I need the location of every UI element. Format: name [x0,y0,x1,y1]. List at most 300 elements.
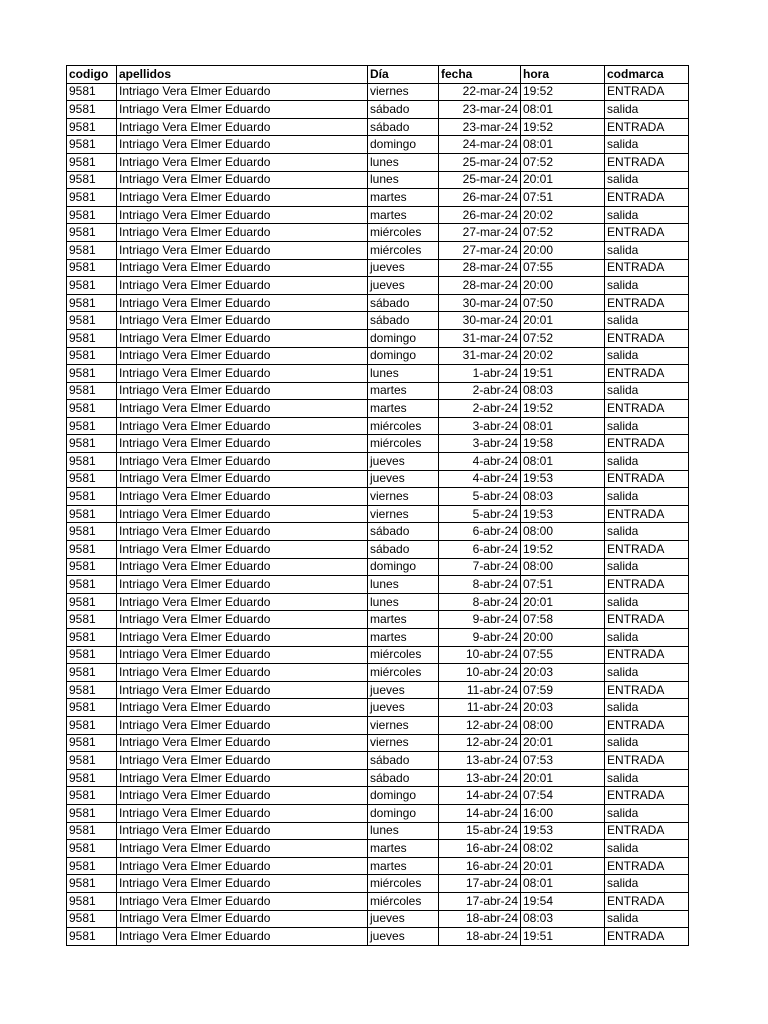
cell-codmarca: salida [605,206,689,224]
cell-apellidos: Intriago Vera Elmer Eduardo [117,875,368,893]
cell-codmarca: salida [605,910,689,928]
table-row [67,857,689,875]
table-row [67,681,689,699]
cell-apellidos: Intriago Vera Elmer Eduardo [117,118,368,136]
table-row [67,101,689,119]
cell-apellidos: Intriago Vera Elmer Eduardo [117,259,368,277]
table-row [67,804,689,822]
cell-apellidos: Intriago Vera Elmer Eduardo [117,716,368,734]
cell-dia: lunes [368,593,439,611]
cell-hora: 08:01 [521,417,605,435]
cell-fecha: 27-mar-24 [439,241,521,259]
cell-apellidos: Intriago Vera Elmer Eduardo [117,541,368,559]
attendance-table [66,65,689,946]
cell-hora: 08:01 [521,101,605,119]
cell-codmarca: ENTRADA [605,611,689,629]
cell-codmarca: ENTRADA [605,400,689,418]
cell-dia: viernes [368,734,439,752]
cell-codigo: 9581 [67,470,117,488]
cell-apellidos: Intriago Vera Elmer Eduardo [117,417,368,435]
cell-codigo: 9581 [67,593,117,611]
table-row [67,189,689,207]
cell-fecha: 25-mar-24 [439,171,521,189]
cell-dia: domingo [368,136,439,154]
cell-codigo: 9581 [67,576,117,594]
table-row [67,734,689,752]
cell-apellidos: Intriago Vera Elmer Eduardo [117,488,368,506]
cell-hora: 07:50 [521,294,605,312]
cell-dia: miércoles [368,646,439,664]
cell-codmarca: salida [605,488,689,506]
cell-codmarca: ENTRADA [605,892,689,910]
table-row [67,892,689,910]
cell-codigo: 9581 [67,329,117,347]
cell-fecha: 28-mar-24 [439,259,521,277]
cell-fecha: 14-abr-24 [439,787,521,805]
cell-fecha: 5-abr-24 [439,505,521,523]
cell-codmarca: ENTRADA [605,118,689,136]
cell-hora: 19:52 [521,541,605,559]
cell-codigo: 9581 [67,558,117,576]
cell-apellidos: Intriago Vera Elmer Eduardo [117,928,368,946]
cell-codmarca: salida [605,804,689,822]
cell-dia: sábado [368,118,439,136]
cell-codmarca: ENTRADA [605,224,689,242]
cell-codigo: 9581 [67,752,117,770]
cell-apellidos: Intriago Vera Elmer Eduardo [117,382,368,400]
cell-codmarca: ENTRADA [605,928,689,946]
cell-codigo: 9581 [67,875,117,893]
table-row [67,312,689,330]
cell-fecha: 3-abr-24 [439,435,521,453]
cell-codigo: 9581 [67,769,117,787]
cell-apellidos: Intriago Vera Elmer Eduardo [117,347,368,365]
cell-fecha: 2-abr-24 [439,400,521,418]
table-row [67,576,689,594]
cell-codmarca: salida [605,875,689,893]
cell-hora: 07:52 [521,224,605,242]
table-row [67,277,689,295]
cell-fecha: 8-abr-24 [439,576,521,594]
cell-fecha: 6-abr-24 [439,541,521,559]
cell-fecha: 11-abr-24 [439,681,521,699]
table-row [67,646,689,664]
cell-fecha: 16-abr-24 [439,857,521,875]
table-row [67,593,689,611]
cell-hora: 20:01 [521,171,605,189]
cell-hora: 19:53 [521,822,605,840]
cell-dia: jueves [368,681,439,699]
cell-fecha: 23-mar-24 [439,118,521,136]
header-row [67,66,689,84]
cell-codigo: 9581 [67,646,117,664]
cell-codigo: 9581 [67,435,117,453]
cell-apellidos: Intriago Vera Elmer Eduardo [117,910,368,928]
cell-hora: 08:00 [521,523,605,541]
cell-apellidos: Intriago Vera Elmer Eduardo [117,664,368,682]
cell-apellidos: Intriago Vera Elmer Eduardo [117,400,368,418]
cell-dia: sábado [368,294,439,312]
cell-hora: 16:00 [521,804,605,822]
cell-codigo: 9581 [67,312,117,330]
cell-codmarca: salida [605,629,689,647]
cell-fecha: 16-abr-24 [439,840,521,858]
cell-fecha: 8-abr-24 [439,593,521,611]
cell-codmarca: salida [605,417,689,435]
cell-codmarca: ENTRADA [605,681,689,699]
header-apellidos: apellidos [117,66,368,84]
cell-hora: 20:00 [521,629,605,647]
cell-dia: domingo [368,558,439,576]
cell-fecha: 10-abr-24 [439,664,521,682]
cell-hora: 08:03 [521,488,605,506]
cell-codmarca: ENTRADA [605,857,689,875]
cell-dia: jueves [368,453,439,471]
cell-dia: martes [368,189,439,207]
cell-dia: jueves [368,699,439,717]
cell-codigo: 9581 [67,365,117,383]
cell-apellidos: Intriago Vera Elmer Eduardo [117,558,368,576]
cell-codmarca: salida [605,382,689,400]
cell-hora: 19:52 [521,400,605,418]
cell-fecha: 5-abr-24 [439,488,521,506]
cell-fecha: 12-abr-24 [439,716,521,734]
cell-fecha: 25-mar-24 [439,153,521,171]
cell-dia: lunes [368,153,439,171]
cell-apellidos: Intriago Vera Elmer Eduardo [117,857,368,875]
table-row [67,505,689,523]
cell-apellidos: Intriago Vera Elmer Eduardo [117,822,368,840]
cell-apellidos: Intriago Vera Elmer Eduardo [117,435,368,453]
cell-fecha: 4-abr-24 [439,470,521,488]
cell-dia: sábado [368,541,439,559]
cell-dia: sábado [368,101,439,119]
cell-dia: martes [368,857,439,875]
table-row [67,400,689,418]
table-row [67,523,689,541]
cell-codigo: 9581 [67,241,117,259]
table-row [67,928,689,946]
cell-codmarca: ENTRADA [605,716,689,734]
cell-codmarca: ENTRADA [605,259,689,277]
table-row [67,558,689,576]
cell-codmarca: ENTRADA [605,576,689,594]
cell-fecha: 7-abr-24 [439,558,521,576]
table-row [67,752,689,770]
cell-fecha: 10-abr-24 [439,646,521,664]
cell-dia: jueves [368,470,439,488]
cell-hora: 08:00 [521,558,605,576]
cell-apellidos: Intriago Vera Elmer Eduardo [117,840,368,858]
cell-hora: 20:00 [521,241,605,259]
cell-fecha: 9-abr-24 [439,611,521,629]
header-fecha: fecha [439,66,521,84]
cell-codigo: 9581 [67,822,117,840]
cell-fecha: 12-abr-24 [439,734,521,752]
cell-dia: miércoles [368,224,439,242]
table-header [67,66,689,84]
cell-dia: miércoles [368,892,439,910]
cell-apellidos: Intriago Vera Elmer Eduardo [117,576,368,594]
cell-dia: lunes [368,171,439,189]
cell-apellidos: Intriago Vera Elmer Eduardo [117,277,368,295]
table-row [67,840,689,858]
cell-codigo: 9581 [67,206,117,224]
cell-fecha: 31-mar-24 [439,347,521,365]
cell-fecha: 24-mar-24 [439,136,521,154]
table-row [67,224,689,242]
cell-dia: miércoles [368,664,439,682]
cell-hora: 20:03 [521,699,605,717]
cell-codigo: 9581 [67,171,117,189]
cell-dia: martes [368,840,439,858]
cell-dia: lunes [368,822,439,840]
cell-dia: miércoles [368,241,439,259]
table-body [67,83,689,945]
cell-codigo: 9581 [67,840,117,858]
cell-dia: jueves [368,259,439,277]
cell-hora: 20:01 [521,312,605,330]
cell-apellidos: Intriago Vera Elmer Eduardo [117,646,368,664]
cell-fecha: 18-abr-24 [439,910,521,928]
cell-fecha: 2-abr-24 [439,382,521,400]
cell-dia: viernes [368,488,439,506]
cell-hora: 08:03 [521,382,605,400]
cell-dia: martes [368,382,439,400]
cell-hora: 08:03 [521,910,605,928]
cell-hora: 19:51 [521,365,605,383]
cell-dia: domingo [368,804,439,822]
cell-codigo: 9581 [67,277,117,295]
table-row [67,453,689,471]
cell-codmarca: salida [605,664,689,682]
cell-codigo: 9581 [67,699,117,717]
cell-apellidos: Intriago Vera Elmer Eduardo [117,523,368,541]
cell-dia: miércoles [368,875,439,893]
table-row [67,541,689,559]
cell-fecha: 11-abr-24 [439,699,521,717]
cell-apellidos: Intriago Vera Elmer Eduardo [117,241,368,259]
cell-codigo: 9581 [67,118,117,136]
cell-codigo: 9581 [67,804,117,822]
cell-codmarca: salida [605,241,689,259]
cell-hora: 07:52 [521,153,605,171]
cell-codmarca: ENTRADA [605,294,689,312]
cell-codigo: 9581 [67,382,117,400]
cell-hora: 19:54 [521,892,605,910]
cell-hora: 19:53 [521,505,605,523]
cell-dia: sábado [368,523,439,541]
cell-codmarca: salida [605,453,689,471]
cell-dia: domingo [368,787,439,805]
cell-fecha: 27-mar-24 [439,224,521,242]
cell-apellidos: Intriago Vera Elmer Eduardo [117,189,368,207]
cell-codigo: 9581 [67,523,117,541]
cell-dia: jueves [368,910,439,928]
cell-codigo: 9581 [67,928,117,946]
cell-fecha: 4-abr-24 [439,453,521,471]
cell-hora: 08:01 [521,136,605,154]
header-dia: Día [368,66,439,84]
cell-apellidos: Intriago Vera Elmer Eduardo [117,734,368,752]
cell-apellidos: Intriago Vera Elmer Eduardo [117,892,368,910]
table-row [67,822,689,840]
cell-hora: 19:51 [521,928,605,946]
cell-codmarca: salida [605,558,689,576]
cell-codmarca: salida [605,171,689,189]
cell-codmarca: ENTRADA [605,153,689,171]
table-row [67,241,689,259]
cell-hora: 20:01 [521,857,605,875]
cell-codmarca: ENTRADA [605,470,689,488]
cell-codigo: 9581 [67,734,117,752]
table-row [67,488,689,506]
cell-fecha: 14-abr-24 [439,804,521,822]
cell-codmarca: ENTRADA [605,752,689,770]
cell-dia: jueves [368,928,439,946]
cell-hora: 20:02 [521,347,605,365]
cell-hora: 20:03 [521,664,605,682]
cell-codigo: 9581 [67,189,117,207]
cell-apellidos: Intriago Vera Elmer Eduardo [117,804,368,822]
cell-codmarca: ENTRADA [605,787,689,805]
cell-dia: lunes [368,576,439,594]
table-row [67,716,689,734]
cell-hora: 20:01 [521,769,605,787]
cell-codigo: 9581 [67,400,117,418]
cell-hora: 07:55 [521,259,605,277]
cell-fecha: 23-mar-24 [439,101,521,119]
cell-dia: domingo [368,329,439,347]
cell-hora: 07:58 [521,611,605,629]
table-row [67,347,689,365]
cell-dia: martes [368,629,439,647]
cell-codmarca: ENTRADA [605,822,689,840]
cell-dia: sábado [368,312,439,330]
cell-codmarca: salida [605,523,689,541]
table-row [67,417,689,435]
cell-fecha: 18-abr-24 [439,928,521,946]
cell-codigo: 9581 [67,787,117,805]
cell-dia: sábado [368,769,439,787]
cell-hora: 20:01 [521,593,605,611]
cell-dia: viernes [368,505,439,523]
cell-dia: miércoles [368,435,439,453]
cell-codmarca: salida [605,593,689,611]
cell-codigo: 9581 [67,488,117,506]
cell-codigo: 9581 [67,136,117,154]
cell-hora: 07:55 [521,646,605,664]
cell-apellidos: Intriago Vera Elmer Eduardo [117,593,368,611]
cell-apellidos: Intriago Vera Elmer Eduardo [117,629,368,647]
cell-codigo: 9581 [67,857,117,875]
cell-hora: 20:01 [521,734,605,752]
cell-hora: 07:51 [521,189,605,207]
cell-apellidos: Intriago Vera Elmer Eduardo [117,312,368,330]
cell-apellidos: Intriago Vera Elmer Eduardo [117,171,368,189]
cell-dia: sábado [368,752,439,770]
cell-codigo: 9581 [67,83,117,101]
cell-apellidos: Intriago Vera Elmer Eduardo [117,329,368,347]
cell-codigo: 9581 [67,224,117,242]
cell-hora: 08:01 [521,875,605,893]
cell-fecha: 1-abr-24 [439,365,521,383]
table-row [67,435,689,453]
cell-hora: 20:02 [521,206,605,224]
header-codigo: codigo [67,66,117,84]
cell-apellidos: Intriago Vera Elmer Eduardo [117,787,368,805]
cell-apellidos: Intriago Vera Elmer Eduardo [117,136,368,154]
cell-fecha: 13-abr-24 [439,752,521,770]
cell-fecha: 26-mar-24 [439,206,521,224]
cell-fecha: 13-abr-24 [439,769,521,787]
table-row [67,699,689,717]
cell-codmarca: salida [605,312,689,330]
cell-apellidos: Intriago Vera Elmer Eduardo [117,365,368,383]
cell-codmarca: salida [605,699,689,717]
table-row [67,875,689,893]
table-row [67,769,689,787]
table-row [67,382,689,400]
cell-hora: 07:59 [521,681,605,699]
table-row [67,329,689,347]
cell-apellidos: Intriago Vera Elmer Eduardo [117,294,368,312]
cell-codigo: 9581 [67,417,117,435]
cell-codmarca: salida [605,734,689,752]
cell-apellidos: Intriago Vera Elmer Eduardo [117,224,368,242]
cell-fecha: 17-abr-24 [439,892,521,910]
cell-codmarca: salida [605,277,689,295]
table-row [67,206,689,224]
cell-codigo: 9581 [67,259,117,277]
cell-hora: 19:58 [521,435,605,453]
cell-codigo: 9581 [67,453,117,471]
cell-hora: 08:00 [521,716,605,734]
cell-codmarca: salida [605,769,689,787]
cell-dia: martes [368,400,439,418]
cell-fecha: 6-abr-24 [439,523,521,541]
cell-fecha: 22-mar-24 [439,83,521,101]
table-row [67,259,689,277]
cell-codmarca: ENTRADA [605,541,689,559]
cell-apellidos: Intriago Vera Elmer Eduardo [117,699,368,717]
cell-hora: 07:53 [521,752,605,770]
cell-fecha: 26-mar-24 [439,189,521,207]
table-row [67,294,689,312]
cell-fecha: 30-mar-24 [439,312,521,330]
cell-codmarca: ENTRADA [605,365,689,383]
cell-apellidos: Intriago Vera Elmer Eduardo [117,83,368,101]
cell-fecha: 9-abr-24 [439,629,521,647]
cell-dia: martes [368,206,439,224]
cell-codmarca: salida [605,101,689,119]
cell-hora: 07:51 [521,576,605,594]
table-row [67,787,689,805]
cell-hora: 07:52 [521,329,605,347]
cell-codigo: 9581 [67,629,117,647]
cell-codigo: 9581 [67,892,117,910]
table-row [67,470,689,488]
cell-apellidos: Intriago Vera Elmer Eduardo [117,752,368,770]
cell-codmarca: ENTRADA [605,189,689,207]
table-row [67,153,689,171]
cell-codigo: 9581 [67,910,117,928]
cell-codigo: 9581 [67,153,117,171]
cell-codigo: 9581 [67,505,117,523]
cell-fecha: 3-abr-24 [439,417,521,435]
cell-apellidos: Intriago Vera Elmer Eduardo [117,470,368,488]
table-row [67,611,689,629]
